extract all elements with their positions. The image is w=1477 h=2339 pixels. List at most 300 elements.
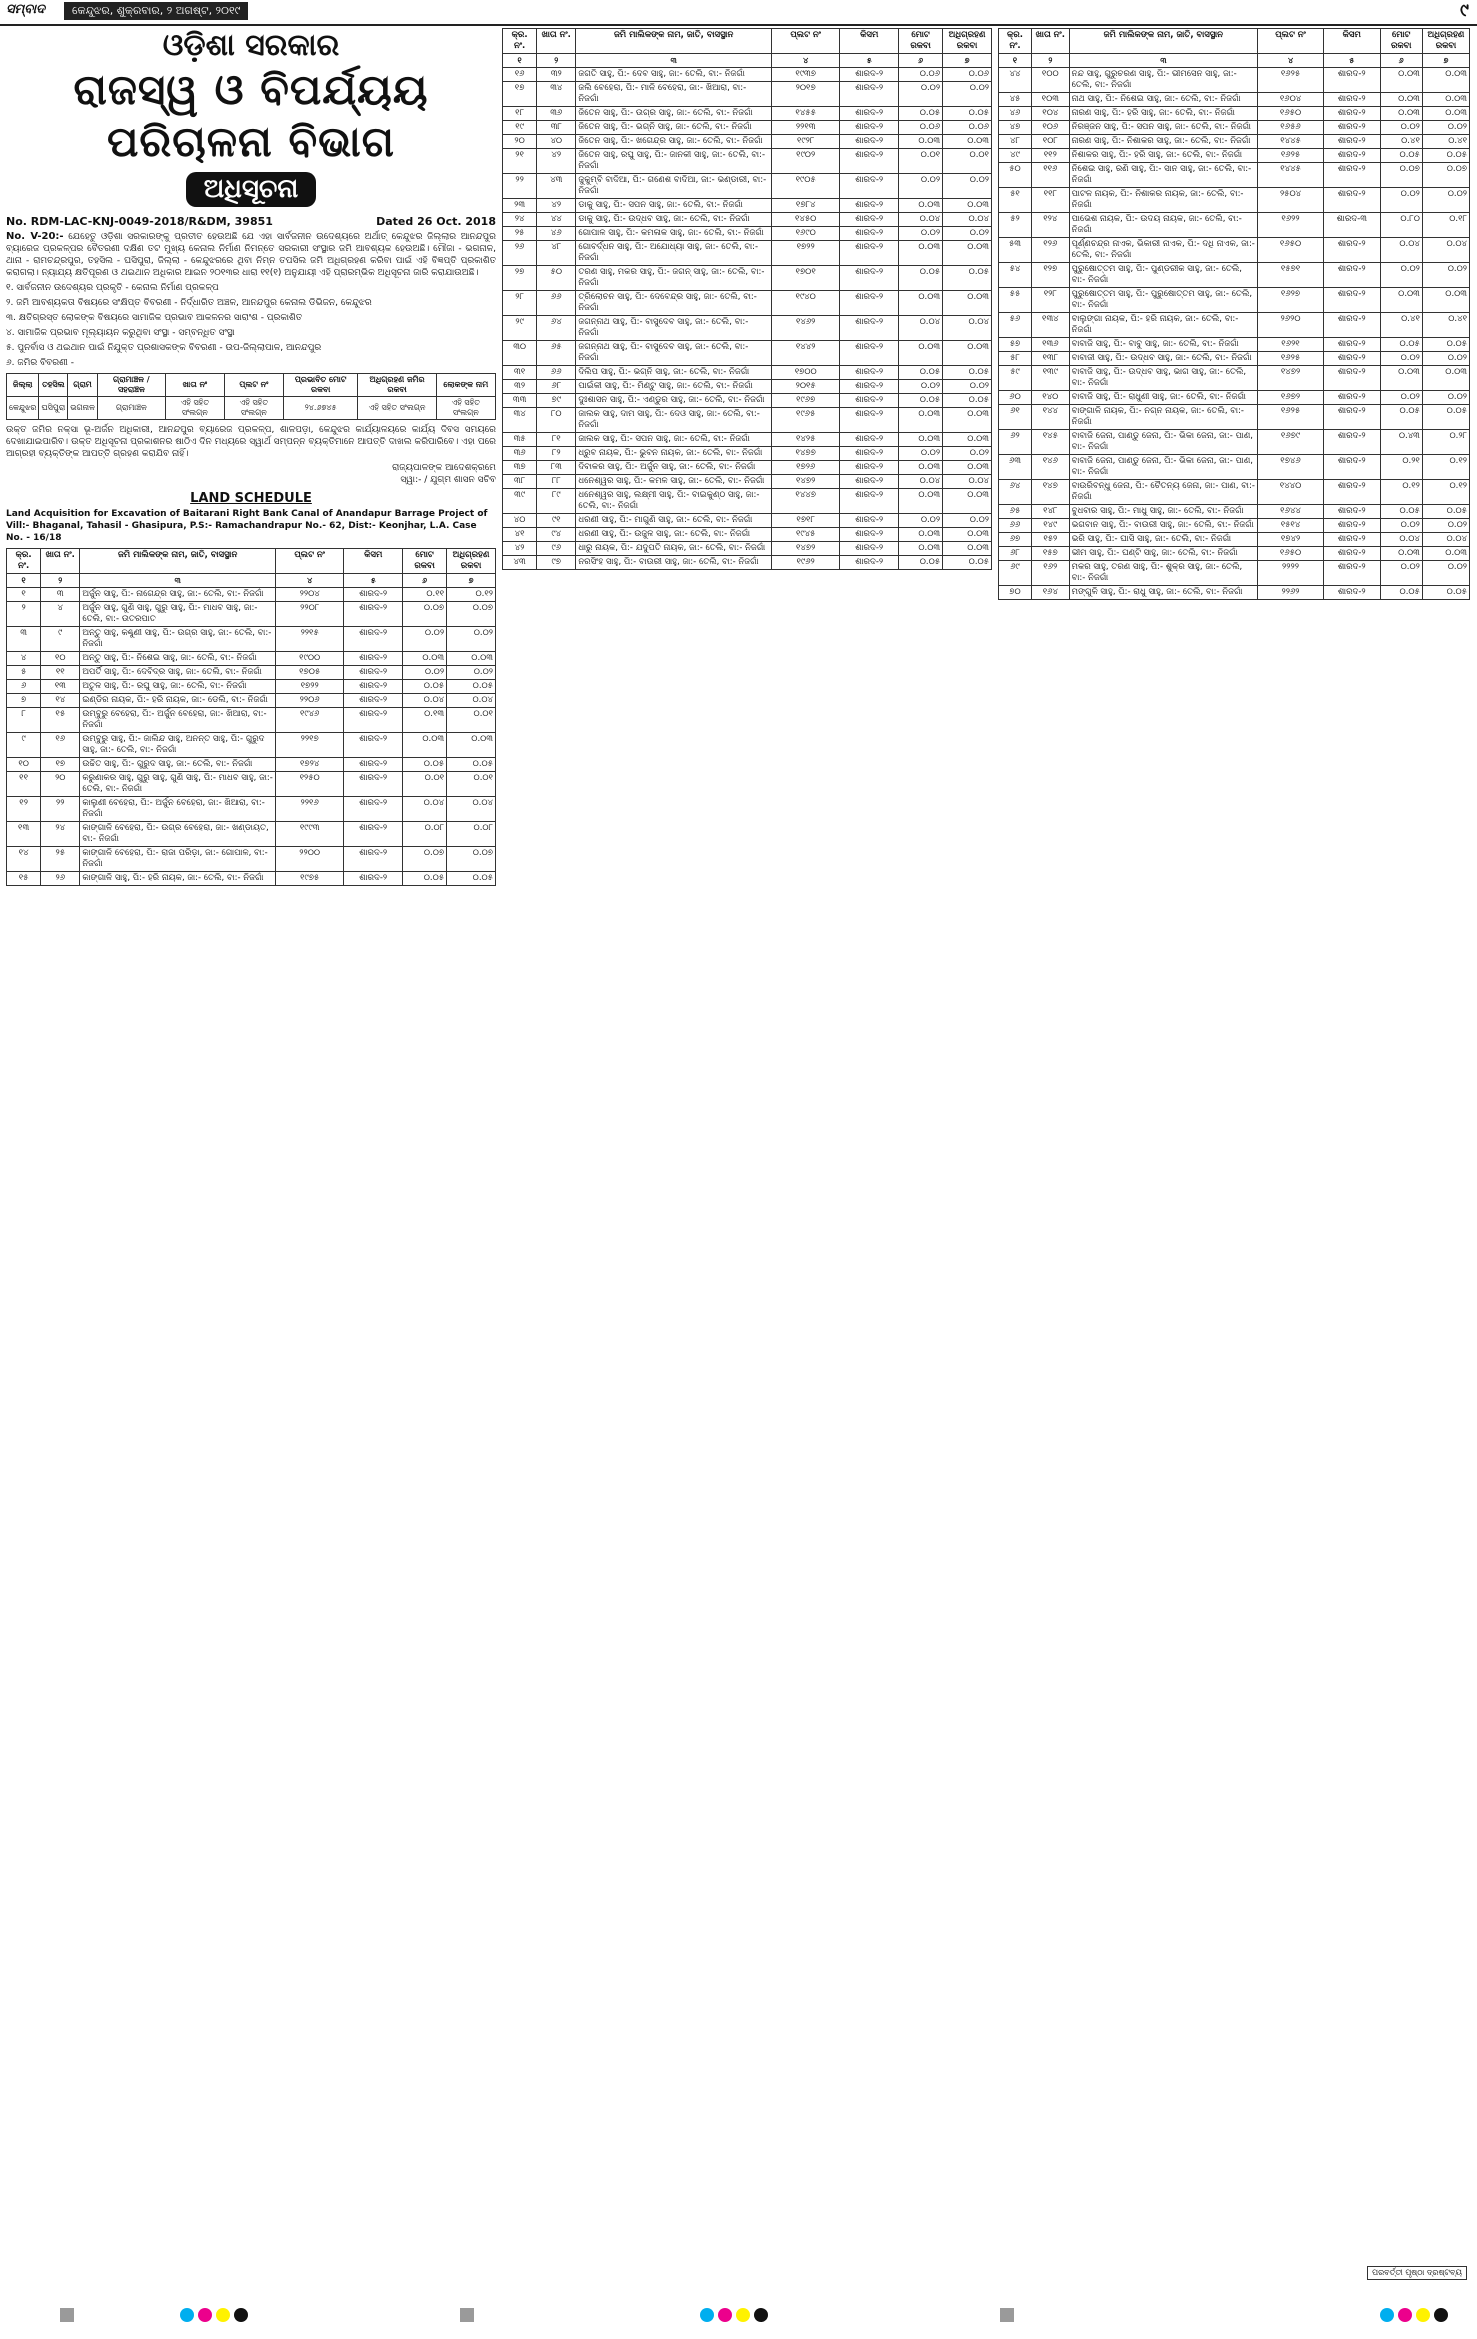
acquired-area: ୦.୦୩ <box>1422 547 1469 561</box>
land-class: ଶାରଦ-୨ <box>1323 561 1380 586</box>
serial-number: ୬୬ <box>999 519 1032 533</box>
owner-details: ଅନ୍ତୁ ସାହୁ, ପି:- ନିଶେଇ ସାହୁ, ଜା:- ତେଲି, ବା:- ନିଜଗାଁ <box>80 652 276 666</box>
khata-number: ୧୦୦ <box>1031 68 1069 93</box>
acquired-area: ୦.୦୨ <box>1422 263 1469 288</box>
acquired-area: ୦.୦୭ <box>447 847 496 872</box>
yellow-dot-3 <box>1416 2308 1430 2322</box>
serial-number: ୪୪ <box>999 68 1032 93</box>
acquired-area: ୦.୦୫ <box>1422 405 1469 430</box>
table-row <box>999 93 1470 107</box>
serial-number: ୩୪ <box>503 408 537 433</box>
plot-number: ୧୬୨୫ <box>1258 149 1324 163</box>
khata-number: ୪୦ <box>537 135 576 149</box>
serial-number: ୬୭ <box>999 533 1032 547</box>
table-row <box>503 82 992 107</box>
owner-details: ପାଭେଶ ନାୟକ, ପି:- ଉଦୟ ନାୟକ, ଜା:- ତେଲି, ବା:- ନିଜଗାଁ <box>1069 213 1257 238</box>
reference-number: No. RDM-LAC-KNJ-0049-2018/R&DM, 39851 <box>6 215 273 228</box>
serial-number: ୧ <box>7 588 41 602</box>
khata-number: ୫୦ <box>537 266 576 291</box>
khata-number: ୬୮ <box>537 380 576 394</box>
owner-details: ପୂର୍ଣ୍ଣଚନ୍ଦ୍ର ନାଏକ, ଭିକାରୀ ନାଏକ, ପି:- ଦଧି ନାଏକ, ଜା:- ତେଲି, ବା:- ନିଜଗାଁ <box>1069 238 1257 263</box>
table-row <box>503 227 992 241</box>
khata-number: ୧୫୭ <box>1031 547 1069 561</box>
land-class: ଶାରଦ-୨ <box>1323 505 1380 519</box>
khata-number: ୧୨୪ <box>1031 213 1069 238</box>
table-row <box>999 455 1470 480</box>
land-class: ଶାରଦ-୨ <box>344 797 403 822</box>
acquired-area: ୦.୦୩ <box>447 733 496 758</box>
signature-order: ରାଜ୍ୟପାଳଙ୍କ ଆଦେଶକ୍ରମେ <box>392 463 496 473</box>
khata-number: ୮୦ <box>537 408 576 433</box>
schedule-header-cell: ଖାତା ନଂ. <box>1031 29 1069 54</box>
owner-details: ଉମ୍ବୁରୁ ବେହେରା, ପି:- ଅର୍ଜୁନ ବେହେରା, ଜା:- ଖିଆରା, ବା:- ନିଜଗାଁ <box>80 708 276 733</box>
owner-details: ଜଲି ବେହେରା, ପି:- ମାଳି ବେହେରା, ଜା:- ଖିଆରା, ବା:- ନିଜଗାଁ <box>576 82 772 107</box>
owner-details: ବାବାଜି ସାହୁ, ପି:- ଉଦ୍ଧବ ସାହୁ, ଭାଗ ସାହୁ, ଜା:- ତେଲି, ବା:- ନିଜଗାଁ <box>1069 366 1257 391</box>
notice-item: ୨. ଜମି ଆବଶ୍ୟକତା ବିଷୟରେ ସଂକ୍ଷିପ୍ତ ବିବରଣୀ - ନିର୍ଦ୍ଧାରିତ ଅଞ୍ଚଳ, ଆନନ୍ଦପୁର କେନାଲ ଡିଭିଜନ, କେନ୍ଦୁଝର <box>6 298 372 308</box>
table-row <box>503 528 992 542</box>
plot-number: ୧୪୭୭ <box>771 447 839 461</box>
acquired-area: ୦.୦୨ <box>1422 391 1469 405</box>
khata-number: ୧୦୮ <box>1031 135 1069 149</box>
table-row <box>999 430 1470 455</box>
land-class: ଶାରଦ-୨ <box>1323 263 1380 288</box>
cyan-dot-3 <box>1380 2308 1394 2322</box>
continued-note: ପରବର୍ତ୍ତୀ ପୃଷ୍ଠା ଦ୍ରଷ୍ଟବ୍ୟ <box>1367 2266 1467 2280</box>
plot-number: ୧୪୭୨ <box>771 542 839 556</box>
total-area: ୦.୦୫ <box>1380 505 1422 519</box>
table-row <box>503 475 992 489</box>
total-area: ୦.୦୩ <box>899 542 943 556</box>
total-area: ୦.୧୨ <box>1380 480 1422 505</box>
acquired-area: ୦.୪୧ <box>1422 313 1469 338</box>
schedule-column-number: ୫ <box>1323 54 1380 68</box>
owner-details: ବାବାଜି ସାହୁ, ପି:- ବାବୁ ସାହୁ, ଜା:- ତେଲି, ବା:- ନିଜଗାଁ <box>1069 338 1257 352</box>
land-class: ଶାରଦ-୨ <box>840 542 899 556</box>
notice-paragraph-body: ଯେହେତୁ ଓଡ଼ିଶା ସରକାରଙ୍କୁ ପ୍ରତୀତ ହେଉଅଛି ଯେ ଏହା ସାର୍ବଜନୀନ ଉଦେଶ୍ୟରେ ଅର୍ଥାତ୍ କେନ୍ଦୁଝର ଜିଲ୍ଲାର ଆନନ୍ଦପୁର ବ୍ୟାରେଜ ପ୍ରକଳ୍ପର ବୈତରଣୀ ଦକ୍ଷିଣ ତଟ ମୁଖ୍ୟ କେନାଲ ନିର୍ମାଣ ନିମନ୍ତେ ସରକାରୀ ସଂସ୍ଥାର ଜମି ଆବଶ୍ୟକ ହେଉଅଛି। ମୌଜା - ଭଗନାଳ, ଥାନା - ରାମଚନ୍ଦ୍ରପୁର, ତହସିଲ - ଘସିପୁରା, ଜିଲ୍ଲା - କେନ୍ଦୁଝରରେ ଥିବା ନିମ୍ନ ତପସିଲ ଜମି ଅଧିଗ୍ରହଣ କରିବା ପାଇଁ ଏହି ବିଜ୍ଞପ୍ତି ପ୍ରକାଶିତ କରାଗଲା। ନ୍ୟାଯ୍ୟ କ୍ଷତିପୂରଣ ଓ ଥଇଥାନ ଅଧିକାର ଆଇନ ୨୦୧୩ର ଧାରା ୧୧(୧) ଅନୁଯାୟୀ ଏହି ପ୍ରାରମ୍ଭିକ ଅଧିସୂଚନା ଜାରି କରାଯାଉଅଛି। <box>6 232 496 278</box>
khata-number: ୧୩ <box>41 680 80 694</box>
total-area: ୦.୦୫ <box>1380 338 1422 352</box>
total-area: ୦.୦୨ <box>899 380 943 394</box>
summary-cell: ଏହି ସହିତ ସଂଲଗ୍ନ <box>436 397 495 420</box>
plot-number: ୧୬୦୪ <box>1258 93 1324 107</box>
total-area: ୦.୦୨ <box>1380 352 1422 366</box>
khata-number: ୮୮ <box>537 475 576 489</box>
khata-number: ୧୪୭ <box>1031 480 1069 505</box>
notice-item: ୧. ସାର୍ବଜନୀନ ଉଦେଶ୍ୟର ପ୍ରକୃତି - କେନାଲ ନିର୍ମାଣ ପ୍ରକଳ୍ପ <box>6 283 219 293</box>
acquired-area: ୦.୦୪ <box>447 694 496 708</box>
gray-swatch <box>60 2308 74 2322</box>
plot-number: ୨୨୦୮ <box>275 602 343 627</box>
land-class: ଶାରଦ-୨ <box>1323 288 1380 313</box>
acquired-area: ୦.୦୫ <box>943 266 992 291</box>
owner-details: ଇଣ୍ଡିର ନାୟକ, ପି:- ହରି ନାୟକ, ଜା:- ଡେଲି, ବା:- ନିଜଗାଁ <box>80 694 276 708</box>
schedule-header-cell: କିସମ <box>840 29 899 54</box>
khata-number: ୪୮ <box>537 241 576 266</box>
khata-number: ୭୯ <box>537 394 576 408</box>
summary-header-cell: ଅଧିଗ୍ରହଣ ଜମିର ରକବା <box>358 374 436 397</box>
serial-number: ୩୩ <box>503 394 537 408</box>
summary-header-cell: ପ୍ରଭାବିତ ମୋଟ ରକବା <box>283 374 358 397</box>
acquired-area: ୦.୦୧ <box>447 708 496 733</box>
plot-number: ୧୯୦୨ <box>771 149 839 174</box>
table-row <box>7 602 496 627</box>
serial-number: ୩୭ <box>503 461 537 475</box>
acquired-area: ୦.୧୨ <box>1422 480 1469 505</box>
table-row <box>503 135 992 149</box>
plot-number: ୧୪୬୨ <box>771 316 839 341</box>
land-class: ଶାରଦ-୨ <box>840 489 899 514</box>
table-row <box>503 433 992 447</box>
khata-number: ୨୨ <box>41 797 80 822</box>
acquired-area: ୦.୦୨ <box>943 514 992 528</box>
serial-number: ୩୨ <box>503 380 537 394</box>
table-row <box>503 514 992 528</box>
owner-details: ଜିତେନ ସାହୁ, ପି:- ଭଗ୍ନି ସାହୁ, ଜା:- ତେଲି, ବା:- ନିଜଗାଁ <box>576 121 772 135</box>
table-row <box>7 680 496 694</box>
total-area: ୦.୦୬ <box>899 68 943 82</box>
total-area: ୦.୦୩ <box>899 408 943 433</box>
summary-header-cell: ଲୋକଙ୍କ ନାମ <box>436 374 495 397</box>
land-class: ଶାରଦ-୨ <box>344 652 403 666</box>
serial-number: ୨୭ <box>503 266 537 291</box>
serial-number: ୪୨ <box>503 542 537 556</box>
serial-number: ୬୨ <box>999 430 1032 455</box>
owner-details: କାଙ୍ଗାଳି ସାହୁ, ପି:- ହରି ନାୟକ, ଜା:- ତେଲି, ବା:- ନିଜଗାଁ <box>80 872 276 886</box>
acquired-area: ୦.୦୪ <box>447 797 496 822</box>
table-row <box>503 366 992 380</box>
owner-details: ଜଗନ୍ନାଥ ସାହୁ, ପି:- ବାସୁଦେବ ସାହୁ, ଜା:- ତେଲି, ବା:- ନିଜଗାଁ <box>576 341 772 366</box>
acquired-area: ୦.୦୫ <box>943 107 992 121</box>
serial-number: ୩୫ <box>503 433 537 447</box>
total-area: ୦.୪୧ <box>1380 313 1422 338</box>
notice-items <box>6 282 496 369</box>
total-area: ୦.୦୪ <box>899 475 943 489</box>
khata-number: ୧୪୬ <box>1031 455 1069 480</box>
land-class: ଶାରଦ-୨ <box>840 241 899 266</box>
table-row <box>7 652 496 666</box>
khata-number: ୧୦୩ <box>1031 93 1069 107</box>
table-row <box>503 107 992 121</box>
total-area: ୦.୦୪ <box>403 797 447 822</box>
yellow-dot-2 <box>736 2308 750 2322</box>
serial-number: ୬୫ <box>999 505 1032 519</box>
table-row <box>999 480 1470 505</box>
land-class: ଶାରଦ-୨ <box>1323 405 1380 430</box>
plot-number: ୧୯୪୦ <box>771 291 839 316</box>
owner-details: ବାଉରିବନ୍ଧୁ ଜେନା, ପି:- ଚୈତନ୍ୟ ଜେନା, ଜା:- ପାଣ, ବା:- ନିଜଗାଁ <box>1069 480 1257 505</box>
land-class: ଶାରଦ-୨ <box>840 266 899 291</box>
khata-number: ୪୨ <box>537 199 576 213</box>
land-class: ଶାରଦ-୨ <box>1323 352 1380 366</box>
table-row <box>503 341 992 366</box>
table-row <box>999 533 1470 547</box>
serial-number: ୫୨ <box>999 213 1032 238</box>
black-dot-3 <box>1434 2308 1448 2322</box>
plot-number: ୧୯୪୫ <box>771 528 839 542</box>
serial-number: ୫୪ <box>999 263 1032 288</box>
khata-number: ୨୪ <box>41 822 80 847</box>
table-row <box>999 352 1470 366</box>
table-row <box>999 586 1470 600</box>
summary-cell: ଭଗନାଳ <box>68 397 98 420</box>
khata-number: ୮୯ <box>537 489 576 514</box>
plot-number: ୧୪୭୨ <box>771 475 839 489</box>
total-area: ୦.୦୩ <box>1380 547 1422 561</box>
table-row <box>7 733 496 758</box>
table-row <box>999 519 1470 533</box>
table-row <box>999 338 1470 352</box>
acquired-area: ୦.୦୫ <box>447 872 496 886</box>
total-area: ୦.୪୩ <box>1380 430 1422 455</box>
reference-row <box>6 215 496 228</box>
land-class: ଶାରଦ-୨ <box>840 366 899 380</box>
khata-number: ୯୧ <box>537 514 576 528</box>
acquired-area: ୦.୦୫ <box>943 556 992 570</box>
plot-number: ୧୯୦୦ <box>275 652 343 666</box>
plot-number: ୧୬୨୧ <box>1258 338 1324 352</box>
acquired-area: ୦.୦୫ <box>447 680 496 694</box>
plot-number: ୧୭୧୮ <box>771 514 839 528</box>
owner-details: ଧ୍ରୁବ ନାୟକ, ପି:- ଭୁବନ ନାୟକ, ଜା:- ତେଲି, ବା:- ନିଜଗାଁ <box>576 447 772 461</box>
owner-details: ଜିତେନ ସାହୁ, ରଘୁ ସାହୁ, ପି:- ଜାନକୀ ସାହୁ, ଜା:- ତେଲି, ବା:- ନିଜଗାଁ <box>576 149 772 174</box>
plot-number: ୧୬୨୫ <box>1258 68 1324 93</box>
owner-details: ତ୍ରିଲୋଚନ ସାହୁ, ପି:- ଦେବେନ୍ଦ୍ର ସାହୁ, ଜା:- ତେଲି, ବା:- ନିଜଗାଁ <box>576 291 772 316</box>
total-area: ୦.୦୫ <box>899 366 943 380</box>
land-class: ଶାରଦ-୨ <box>840 514 899 528</box>
khata-number: ୬୪ <box>537 316 576 341</box>
summary-header-cell: ତହସିଲ <box>39 374 68 397</box>
schedule-header-cell: ଖାତା ନଂ. <box>537 29 576 54</box>
magenta-dot-3 <box>1398 2308 1412 2322</box>
khata-number: ୬୫ <box>537 341 576 366</box>
acquired-area: ୦.୨୮ <box>1422 430 1469 455</box>
serial-number: ୪୧ <box>503 528 537 542</box>
khata-number: ୧୪୪ <box>1031 405 1069 430</box>
plot-number: ୧୯୩୭ <box>771 68 839 82</box>
land-schedule-subtitle: Land Acquisition for Excavation of Baitarani Right Bank Canal of Anandapur Barrage Project of Vill:- Bhaganal, Tahasil - Ghasipura, P.S:- Ramachandrapur No.- 62, Dist:- Keonjhar, L.A. Case No. - 16/18 <box>6 509 488 543</box>
land-class: ଶାରଦ-୨ <box>840 380 899 394</box>
table-row <box>999 505 1470 519</box>
schedule-column-number: ୭ <box>447 574 496 588</box>
khata-number: ୨୬ <box>41 872 80 886</box>
notice-header <box>6 28 496 207</box>
newspaper-brand: ସମ୍ବାଦ <box>6 2 45 17</box>
summary-header-cell: ପ୍ଲଟ ନଂ <box>224 374 283 397</box>
total-area: ୦.୦୩ <box>899 433 943 447</box>
land-class: ଶାରଦ-୨ <box>1323 238 1380 263</box>
total-area: ୦.୦୧ <box>403 772 447 797</box>
plot-number: ୧୬୫୦ <box>1258 547 1324 561</box>
plot-number: ୧୪୪୭ <box>771 489 839 514</box>
land-class: ଶାରଦ-୨ <box>840 528 899 542</box>
table-row <box>503 174 992 199</box>
acquired-area: ୦.୦୫ <box>943 366 992 380</box>
khata-number: ୧୧୨ <box>1031 149 1069 163</box>
total-area: ୦.୦୪ <box>899 213 943 227</box>
owner-details: ଦିବାକର ସାହୁ, ପି:- ଅର୍ଜୁନ ସାହୁ, ଜା:- ତେଲି, ବା:- ନିଜଗାଁ <box>576 461 772 475</box>
serial-number: ୫୧ <box>999 188 1032 213</box>
cyan-dot-2 <box>700 2308 714 2322</box>
land-class: ଶାରଦ-୨ <box>840 316 899 341</box>
khata-number: ୬୬ <box>537 291 576 316</box>
serial-number: ୫୯ <box>999 366 1032 391</box>
acquired-area: ୦.୦୩ <box>1422 68 1469 93</box>
schedule-column-number: ୫ <box>840 54 899 68</box>
serial-number: ୨୧ <box>503 149 537 174</box>
schedule-header-cell: କ୍ର. ନଂ. <box>7 549 41 574</box>
schedule-table-left <box>6 548 496 886</box>
total-area: ୦.୦୪ <box>1380 533 1422 547</box>
owner-details: ଉଚ୍ଚିତ ସାହୁ, ପି:- ଗୁରୁଦ ସାହୁ, ଜା:- ତେଲି, ବା:- ନିଜଗାଁ <box>80 758 276 772</box>
serial-number: ୫୫ <box>999 288 1032 313</box>
acquired-area: ୦.୦୫ <box>1422 586 1469 600</box>
serial-number: ୪୩ <box>503 556 537 570</box>
owner-details: ଜଗତି ସାହୁ, ପି:- ଦେବ ସାହୁ, ଜା:- ତେଲି, ବା:- ନିଜଗାଁ <box>576 68 772 82</box>
schedule-column-number: ୨ <box>537 54 576 68</box>
land-class: ଶାରଦ-୨ <box>1323 547 1380 561</box>
plot-number: ୧୫୧୪ <box>1258 519 1324 533</box>
plot-number: ୧୯୬୨ <box>771 556 839 570</box>
serial-number: ୫୦ <box>999 163 1032 188</box>
acquired-area: ୦.୦୭ <box>447 602 496 627</box>
table-row <box>999 163 1470 188</box>
owner-details: ବାବାଜୀ ସାହୁ, ପି:- ଉଦ୍ଧବ ସାହୁ, ଜା:- ତେଲି, ବା:- ନିଜଗାଁ <box>1069 352 1257 366</box>
owner-details: ଗୋବର୍ଦ୍ଧନ ସାହୁ, ପି:- ଅଯୋଧ୍ୟା ସାହୁ, ଜା:- ତେଲି, ବା:- ନିଜଗାଁ <box>576 241 772 266</box>
table-row <box>999 188 1470 213</box>
magenta-dot-2 <box>718 2308 732 2322</box>
registration-marks <box>0 2298 1477 2339</box>
schedule-header-cell: ପ୍ଲଟ ନଂ <box>275 549 343 574</box>
serial-number: ୨ <box>7 602 41 627</box>
total-area: ୦.୨୧ <box>1380 455 1422 480</box>
land-class: ଶାରଦ-୨ <box>1323 188 1380 213</box>
acquired-area: ୦.୦୩ <box>943 433 992 447</box>
plot-number: ୨୦୧୭ <box>771 82 839 107</box>
owner-details: ଧନେଶ୍ୱର ସାହୁ, ପି:- କମଳ ସାହୁ, ଜା:- ତେଲି, ବା:- ନିଜଗାଁ <box>576 475 772 489</box>
plot-number: ୨୨୦୬ <box>275 694 343 708</box>
gray-swatch-3 <box>1000 2308 1014 2322</box>
table-row <box>7 708 496 733</box>
owner-details: ନାଥ ସାହୁ, ପି:- ନିଶେଇ ସାହୁ, ଜା:- ତେଲି, ବା:- ନିଜଗାଁ <box>1069 93 1257 107</box>
khata-number: ୧୨୬ <box>1031 238 1069 263</box>
total-area: ୦.୦୫ <box>899 107 943 121</box>
plot-number: ୨୨୧୬ <box>275 797 343 822</box>
notice-item: ୬. ଜମିର ବିବରଣୀ - <box>6 358 74 368</box>
khata-number: ୧୦ <box>41 652 80 666</box>
schedule-header-cell: ଜମି ମାଲିକଙ୍କ ନାମ, ଜାତି, ବାସସ୍ଥାନ <box>80 549 276 574</box>
schedule-column-number: ୭ <box>1422 54 1469 68</box>
table-row <box>503 213 992 227</box>
table-row <box>7 797 496 822</box>
table-row <box>7 822 496 847</box>
serial-number: ୧୬ <box>503 68 537 82</box>
total-area: ୦.୦୫ <box>1380 586 1422 600</box>
total-area: ୦.୧୧ <box>403 588 447 602</box>
land-class: ଶାରଦ-୨ <box>1323 430 1380 455</box>
owner-details: ନରସିଂହ ସାହୁ, ପି:- ବାଉରୀ ସାହୁ, ଜା:- ତେଲି, ବା:- ନିଜଗାଁ <box>576 556 772 570</box>
land-class: ଶାରଦ-୨ <box>1323 107 1380 121</box>
schedule-header-cell: କିସମ <box>1323 29 1380 54</box>
khata-number: ୧୪୯ <box>1031 519 1069 533</box>
plot-number: ୨୨୦୦ <box>275 847 343 872</box>
acquired-area: ୦.୦୩ <box>1422 288 1469 313</box>
owner-details: ଡାକୁ ସାହୁ, ପି:- ଉଦ୍ଧବ ସାହୁ, ଜା:- ତେଲି, ବା:- ନିଜଗାଁ <box>576 213 772 227</box>
acquired-area: ୦.୦୩ <box>943 135 992 149</box>
owner-details: ଧନେଶ୍ୱର ସାହୁ, ଲକ୍ଷ୍ମୀ ସାହୁ, ପି:- ବାଇକୁଣ୍ଠ ସାହୁ, ଜା:- ତେଲି, ବା:- ନିଜଗାଁ <box>576 489 772 514</box>
summary-cell: ଏହି ସହିତ ସଂଲଗ୍ନ <box>224 397 283 420</box>
total-area: ୦.୦୫ <box>1380 149 1422 163</box>
land-class: ଶାରଦ-୨ <box>840 475 899 489</box>
serial-number: ୭ <box>7 694 41 708</box>
khata-number: ୩ <box>41 588 80 602</box>
owner-details: ପାଟଳ ନାୟକ, ପି:- ନିଶାକର ନାୟକ, ଜା:- ତେଲି, ବା:- ନିଜଗାଁ <box>1069 188 1257 213</box>
total-area: ୦.୦୨ <box>1380 188 1422 213</box>
schedule-column-number: ୬ <box>403 574 447 588</box>
total-area: ୦.୦୫ <box>899 394 943 408</box>
khata-number: ୧୧୮ <box>1031 188 1069 213</box>
serial-number: ୩୦ <box>503 341 537 366</box>
notice-paragraph-head: No. V-20:- <box>6 231 64 242</box>
land-class: ଶାରଦ-୨ <box>840 556 899 570</box>
plot-number: ୧୬୨୨ <box>1258 213 1324 238</box>
total-area: ୦.୦୩ <box>1380 107 1422 121</box>
land-class: ଶାରଦ-୨ <box>840 341 899 366</box>
serial-number: ୨୫ <box>503 227 537 241</box>
schedule-column-number: ୨ <box>41 574 80 588</box>
owner-details: ଜଗନ୍ନାଥ ସାହୁ, ପି:- ବାସୁଦେବ ସାହୁ, ଜା:- ତେଲି, ବା:- ନିଜଗାଁ <box>576 316 772 341</box>
acquired-area: ୦.୦୪ <box>1422 533 1469 547</box>
acquired-area: ୦.୦୬ <box>943 121 992 135</box>
land-class: ଶାରଦ-୨ <box>1323 93 1380 107</box>
plot-number: ୧୯୨୮ <box>771 135 839 149</box>
plot-number: ୧୯୬୭ <box>771 394 839 408</box>
land-class: ଶାରଦ-୨ <box>840 461 899 475</box>
serial-number: ୪୫ <box>999 93 1032 107</box>
serial-number: ୩ <box>7 627 41 652</box>
schedule-column-number: ୪ <box>275 574 343 588</box>
khata-number: ୧୬ <box>41 733 80 758</box>
serial-number: ୫୬ <box>999 313 1032 338</box>
acquired-area: ୦.୦୩ <box>943 489 992 514</box>
acquired-area: ୦.୦୨ <box>943 174 992 199</box>
serial-number: ୪ <box>7 652 41 666</box>
plot-number: ୨୨୦୪ <box>275 588 343 602</box>
schedule-header-cell: କ୍ର. ନଂ. <box>503 29 537 54</box>
acquired-area: ୦.୦୨ <box>1422 352 1469 366</box>
acquired-area: ୦.୧୮ <box>1422 213 1469 238</box>
total-area: ୦.୦୪ <box>403 694 447 708</box>
land-class: ଶାରଦ-୨ <box>1323 149 1380 163</box>
department-name: ରାଜସ୍ୱ ଓ ବିପର୍ଯ୍ୟୟ ପରିଚାଳନା ବିଭାଗ <box>73 65 429 166</box>
serial-number: ୨୩ <box>503 199 537 213</box>
owner-details: ଭୀମ ସାହୁ, ପି:- ଘଣ୍ଟି ସାହୁ, ଜା:- ତେଲି, ବା:- ନିଜଗାଁ <box>1069 547 1257 561</box>
serial-number: ୯ <box>7 733 41 758</box>
table-row <box>503 542 992 556</box>
land-class: ଶାରଦ-୨ <box>840 394 899 408</box>
owner-details: ଅତୁଳ ସାହୁ, ପି:- ରଘୁ ସାହୁ, ଜା:- ତେଲି, ବା:- ନିଜଗାଁ <box>80 680 276 694</box>
schedule-header-cell: ଅଧିଗ୍ରହଣ ରକବା <box>1422 29 1469 54</box>
total-area: ୦.୦୩ <box>899 461 943 475</box>
khata-number: ୨୫ <box>41 847 80 872</box>
serial-number: ୬୦ <box>999 391 1032 405</box>
khata-number: ୧୧ <box>41 666 80 680</box>
serial-number: ୫୮ <box>999 352 1032 366</box>
schedule-header-cell: କ୍ର. ନଂ. <box>999 29 1032 54</box>
magenta-dot <box>198 2308 212 2322</box>
owner-details: ବୁଧବାର ସାହୁ, ପି:- ମାଧୁ ସାହୁ, ଜା:- ତେଲି, ବା:- ନିଜଗାଁ <box>1069 505 1257 519</box>
land-class: ଶାରଦ-୨ <box>840 199 899 213</box>
plot-number: ୨୨୬୨ <box>1258 586 1324 600</box>
